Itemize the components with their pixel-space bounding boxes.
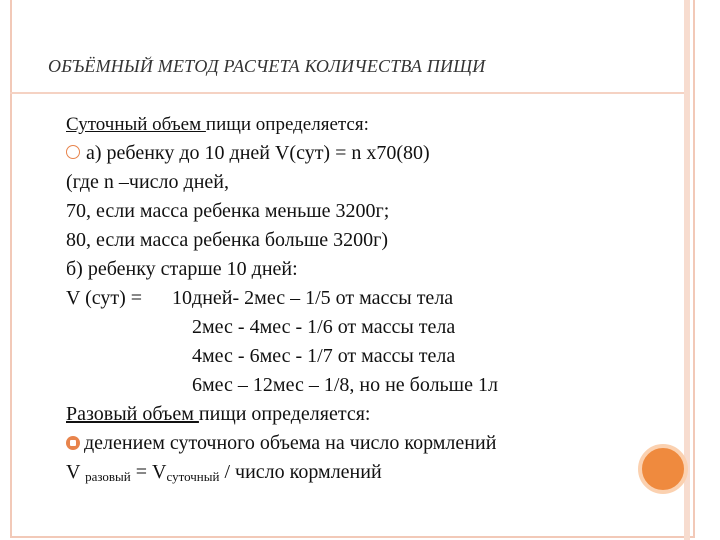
line-9: 4мес - 6мес - 1/7 от массы тела <box>192 345 456 367</box>
line-11 <box>66 400 656 429</box>
formula-v1: V <box>66 461 86 483</box>
single-volume-heading: Разовый объем <box>66 403 199 425</box>
line-8: 2мес - 4мес - 1/6 от массы тела <box>192 316 456 338</box>
line-11-rest: пищи определяется: <box>198 403 371 425</box>
formula-sub-daily: суточный <box>166 469 220 484</box>
slide-title: ОБЪЁМНЫЙ МЕТОД РАСЧЕТА КОЛИЧЕСТВА ПИЩИ <box>48 56 486 76</box>
line-2 <box>66 139 656 168</box>
line-1-rest: пищи определяется: <box>205 114 369 135</box>
line-7 <box>66 284 656 313</box>
formula-rest: / число кормлений <box>219 461 382 483</box>
daily-volume-heading: Суточный объем <box>66 114 206 135</box>
formula-sub-single: разовый <box>85 469 131 484</box>
line-2-text: а) ребенку до 10 дней V(сут) = n х70(80) <box>86 142 430 164</box>
line-6: б) ребенку старше 10 дней: <box>66 258 298 280</box>
title-underline <box>10 92 684 94</box>
line-3: (где n –число дней, <box>66 171 229 193</box>
line-5: 80, если масса ребенка больше 3200г) <box>66 229 389 251</box>
line-1 <box>66 110 656 139</box>
line-13 <box>66 458 656 487</box>
decor-circle <box>638 444 688 494</box>
formula-v2: = V <box>130 461 167 483</box>
line-12-text: делением суточного объема на число кормлений <box>84 432 497 454</box>
line-10: 6мес – 12мес – 1/8, но не больше 1л <box>192 374 498 396</box>
bullet-icon <box>66 436 80 450</box>
line-7-a: V (сут) = <box>66 287 143 309</box>
bullet-icon <box>66 145 80 159</box>
line-4: 70, если масса ребенка меньше 3200г; <box>66 200 390 222</box>
line-12 <box>66 429 656 458</box>
line-7-b: 10дней- 2мес – 1/5 от массы тела <box>172 287 454 309</box>
slide-body <box>66 110 656 487</box>
